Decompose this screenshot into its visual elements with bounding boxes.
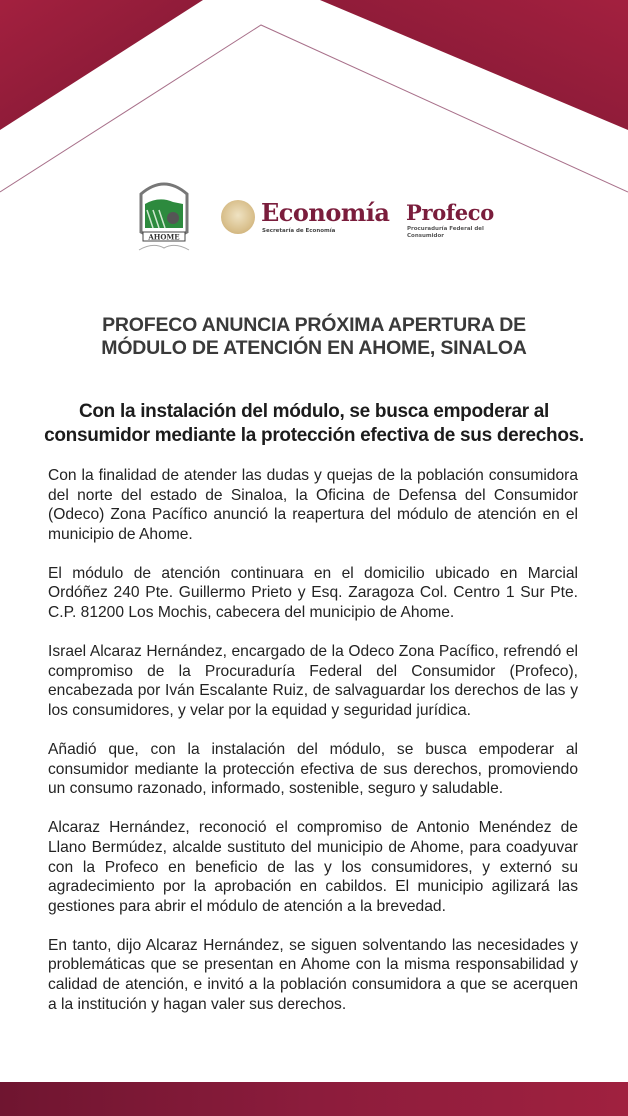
subheadline-line-1: Con la instalación del módulo, se busca empoderar al (78, 401, 550, 422)
economia-logo-subtitle: Secretaría de Economía (262, 228, 336, 234)
body-paragraph: En tanto, dijo Alcaraz Hernández, se siguen solventando las necesidades y problemáticas que se presentan en Ahome con la misma responsabilidad y calidad de atención, e invitó a la población consumidora a que se acerquen a la institución y hagan valer sus derechos. (48, 936, 578, 1013)
body-paragraph: Con la finalidad de atender las dudas y quejas de la población consumidora del norte del estado de Sinaloa, la Oficina de Defensa del Consumidor (Odeco) Zona Pacífico anunció la reapertura del módulo de atención en el municipio de Ahome. (48, 467, 578, 543)
profeco-logo-title: Profeco (406, 200, 494, 225)
body-paragraph: Añadió que, con la instalación del módulo, se busca empoderar al consumidor mediante la protección efectiva de sus derechos, promoviendo un consumo razonado, informado, sostenible, seguro y saludable. (48, 741, 578, 798)
right-maroon-band (320, 0, 628, 130)
body-paragraph: Alcaraz Hernández, reconoció el compromiso de Antonio Menéndez de Llano Bermúdez, alcalde sustituto del municipio de Ahome, para coadyuvar con la Profeco en beneficio de las y los consumidores, y externó su agradecimiento por la aprobación en cabildos. El municipio agilizará las gestiones para abrir el módulo de atención a la brevedad. (48, 819, 578, 915)
press-subheadline (30, 400, 598, 448)
press-body (48, 466, 578, 1034)
subheadline-line-2: consumidor mediante la protección efectiva de sus derechos. (44, 425, 584, 446)
ahome-logo-text: AHOME (148, 232, 180, 242)
footer-maroon-band (0, 1082, 628, 1116)
left-maroon-band (0, 0, 203, 130)
headline-line-2: MÓDULO DE ATENCIÓN EN AHOME, SINALOA (101, 337, 527, 359)
mexico-coat-of-arms-icon (221, 200, 255, 234)
logo-row (0, 172, 628, 262)
body-paragraph: El módulo de atención continuara en el domicilio ubicado en Marcial Ordóñez 240 Pte. Guillermo Prieto y Esq. Zaragoza Col. Centro 1 Sur Pte. C.P. 81200 Los Mochis, cabecera del municipio de Ahome. (48, 564, 578, 622)
profeco-logo-subtitle: Procuraduría Federal del Consumidor (407, 226, 484, 239)
body-paragraph: Israel Alcaraz Hernández, encargado de la Odeco Zona Pacífico, refrendó el compromiso de la Procuraduría Federal del Consumidor (Profeco), encabezada por Iván Escalante Ruiz, de salvaguardar los derechos de las y los consumidores, y velar por la equidad y seguridad jurídica. (48, 643, 578, 719)
headline-line-1: PROFECO ANUNCIA PRÓXIMA APERTURA DE (102, 314, 526, 336)
economia-logo-title: Economía (261, 198, 390, 227)
press-headline (60, 314, 568, 360)
ahome-crest-logo (133, 176, 195, 262)
